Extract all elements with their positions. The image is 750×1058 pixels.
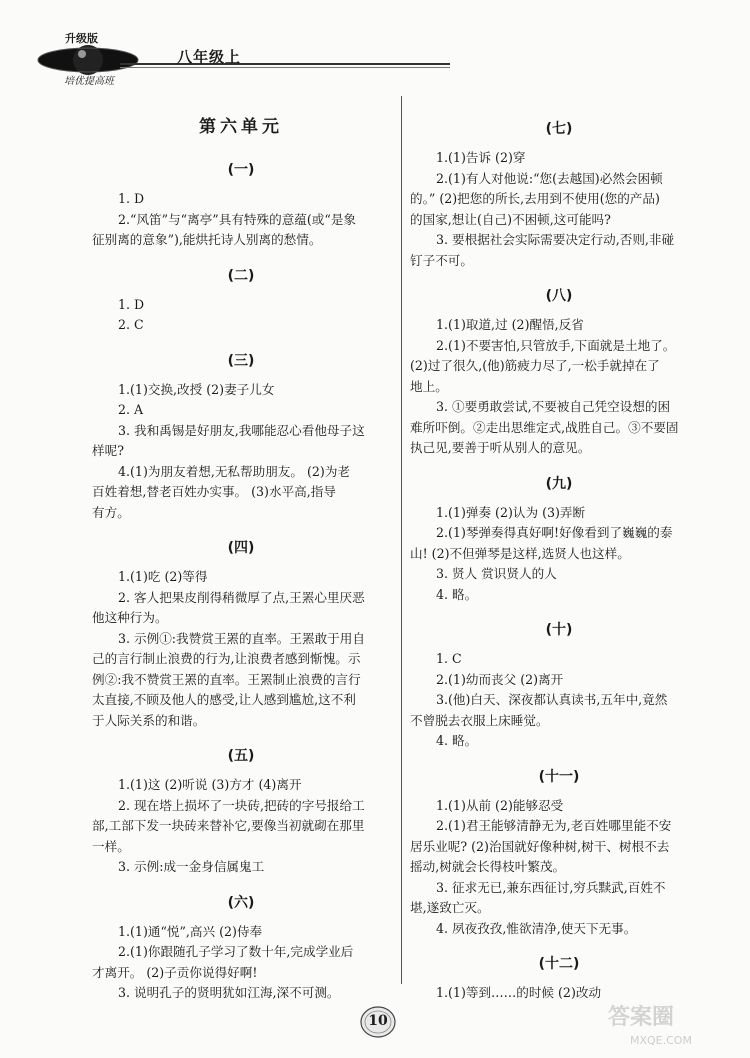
section-title: (六): [227, 894, 255, 911]
section-title: (一): [227, 162, 255, 178]
right-column: [410, 104, 708, 1004]
watermark-logo: [600, 1000, 730, 1052]
answer-line: 1.(1)弹奏 (2)认为 (3)弄断: [436, 504, 586, 520]
answer-line: 1.(1)吃 (2)等得: [118, 569, 208, 584]
answer-section: [92, 265, 390, 336]
answer-section: [410, 766, 708, 940]
answer-line: 部,工部下发一块砖来替补它,要像当初就砌在那里: [92, 818, 365, 833]
answer-line: 他这种行为。: [92, 610, 168, 625]
answer-line: 3. 要根据社会实际需要决定行动,否则,非碰: [436, 232, 675, 247]
section-title: (四): [227, 540, 255, 556]
answer-line: 1. C: [436, 651, 462, 666]
answer-line: 3. ①要勇敢尝试,不要被自己凭空设想的困: [436, 399, 671, 414]
answer-line: 居乐业呢? (2)治国就好像种树,树干、树根不去: [410, 838, 670, 854]
answer-line: 4. 略。: [436, 733, 478, 748]
answer-line: 1. D: [118, 296, 145, 312]
answer-line: 才离开。 (2)子贡你说得好啊!: [92, 964, 258, 980]
answer-line: 一样。: [92, 838, 130, 854]
answer-line: 不曾脱去衣服上床睡觉。: [410, 712, 549, 728]
header-rule: [120, 63, 450, 65]
section-title: (八): [545, 288, 573, 304]
answer-line: 1.(1)交换,改授 (2)妻子儿女: [118, 381, 275, 397]
answer-line: 1.(1)通“悦”,高兴 (2)侍奉: [118, 923, 263, 939]
answer-section: [410, 619, 708, 752]
answer-line: 4. 略。: [436, 586, 478, 602]
answer-line: 的。” (2)把您的所长,去用到不使用(您的产品): [410, 191, 660, 206]
answer-line: 难所吓倒。②走出思维定式,战胜自己。③不要固: [410, 419, 679, 435]
answer-line: 1.(1)取道,过 (2)醒悟,反省: [436, 317, 584, 332]
answer-line: 地上。: [410, 378, 448, 394]
answer-line: 2.(1)不要害怕,只管放手,下面就是土地了。: [436, 337, 676, 353]
answer-line: 堪,遂致亡灭。: [410, 900, 490, 915]
answer-line: 太直接,不顾及他人的感受,让人感到尴尬,这不利: [92, 692, 356, 707]
answer-section: [92, 537, 390, 731]
answer-line: 2.(1)有人对他说:“您(去越国)必然会困顿: [436, 170, 663, 186]
section-title: (十): [545, 622, 573, 638]
logo-bottom-text: 培优提高班: [64, 76, 114, 87]
answer-line: 3. 我和禹锡是好朋友,我哪能忍心看他母子这: [118, 422, 365, 438]
grade-label: 八年级上: [177, 48, 242, 66]
answer-line: 百姓着想,替老百姓办实事。 (3)水平高,指导: [92, 484, 336, 499]
answer-line: 3. 说明孔子的贤明犹如江海,深不可测。: [118, 985, 340, 1000]
answer-section: [92, 892, 390, 1004]
column-divider: [401, 96, 402, 984]
answer-line: 3.(他)白天、深夜都认真读书,五年中,竟然: [436, 692, 668, 707]
answer-line: 2.(1)你跟随孔子学习了数十年,完成学业后: [118, 944, 354, 959]
answer-section: [410, 118, 708, 271]
page-header: [30, 30, 450, 90]
answer-line: 2. A: [118, 402, 144, 417]
answer-line: 3. 示例①:我赞赏王罴的直率。王罴敢于用自: [118, 630, 365, 646]
section-title: (十一): [538, 768, 580, 785]
answer-line: 1.(1)这 (2)听说 (3)方才 (4)离开: [118, 777, 302, 792]
answer-line: 4.(1)为朋友着想,无私帮助朋友。 (2)为老: [118, 463, 351, 479]
answer-section: [92, 159, 390, 251]
section-title: (九): [545, 475, 573, 492]
answer-line: 3. 贤人 赏识贤人的人: [436, 566, 557, 581]
answer-line: 2.(1)君王能够清静无为,老百姓哪里能不安: [436, 818, 672, 833]
answer-line: 1. D: [118, 191, 145, 206]
answer-line: 2.“风笛”与“离亭”具有特殊的意蕴(或“是象: [118, 211, 357, 227]
answer-line: 的国家,想让(自己)不困顿,这可能吗?: [410, 211, 611, 227]
answer-line: 2.(1)幼而丧父 (2)离开: [436, 671, 564, 687]
answer-line: 样呢?: [92, 443, 124, 458]
section-title: (二): [227, 267, 255, 284]
answer-line: 1.(1)等到……的时候 (2)改动: [436, 985, 602, 1000]
section-title: (七): [545, 121, 573, 137]
answer-line: (2)过了很久,(他)筋疲力尽了,一松手就掉在了: [410, 358, 660, 373]
answer-line: 摇动,树就会长得枝叶繁茂。: [410, 859, 566, 874]
answer-line: 山! (2)不但弹琴是这样,选贤人也这样。: [410, 545, 630, 561]
answer-line: 例②:我不赞赏王罴的直率。王罴制止浪费的言行: [92, 671, 361, 687]
watermark-url: MXQE.COM: [630, 1034, 692, 1047]
left-sections: [92, 159, 390, 1004]
section-title: (五): [227, 748, 255, 764]
answer-line: 1.(1)从前 (2)能够忍受: [436, 797, 564, 813]
page-number: 10: [368, 1013, 388, 1029]
left-column: [92, 100, 390, 1004]
unit-title: 第六单元: [199, 117, 283, 137]
page-number-badge: [358, 1005, 398, 1039]
right-sections: [410, 118, 708, 1004]
answer-line: 有方。: [92, 504, 130, 520]
watermark-title: 答案圈: [608, 1005, 675, 1030]
logo-top-text: 升级版: [65, 32, 98, 45]
section-title: (三): [227, 352, 255, 369]
section-title: (十二): [538, 956, 580, 972]
answer-line: 己的言行制止浪费的行为,让浪费者感到惭愧。示: [92, 651, 361, 666]
header-rule-thin: [120, 67, 450, 68]
answer-line: 4. 夙夜孜孜,惟欲清净,使天下无事。: [436, 920, 637, 936]
answer-line: 执己见,要善于听从别人的意见。: [410, 440, 591, 455]
answer-line: 征别离的意象”),能烘托诗人别离的愁情。: [92, 232, 322, 247]
answer-section: [410, 953, 708, 1004]
answer-section: [410, 285, 708, 459]
answer-line: 2. 现在塔上损坏了一块砖,把砖的字号报给工: [118, 797, 365, 813]
answer-section: [410, 473, 708, 606]
answer-section: [92, 745, 390, 878]
answer-section: [92, 350, 390, 524]
answer-line: 钉子不可。: [410, 252, 473, 268]
answer-line: 于人际关系的和谐。: [92, 712, 206, 728]
answer-line: 2. 客人把果皮削得稍微厚了点,王罴心里厌恶: [118, 589, 365, 605]
answer-line: 3. 征求无已,兼东西征讨,穷兵黩武,百姓不: [436, 879, 666, 895]
answer-line: 2. C: [118, 317, 144, 332]
answer-line: 2.(1)琴弹奏得真好啊!好像看到了巍巍的泰: [436, 525, 673, 540]
answer-line: 1.(1)告诉 (2)穿: [436, 150, 526, 165]
answer-line: 3. 示例:成一金身信属鬼工: [118, 859, 265, 874]
